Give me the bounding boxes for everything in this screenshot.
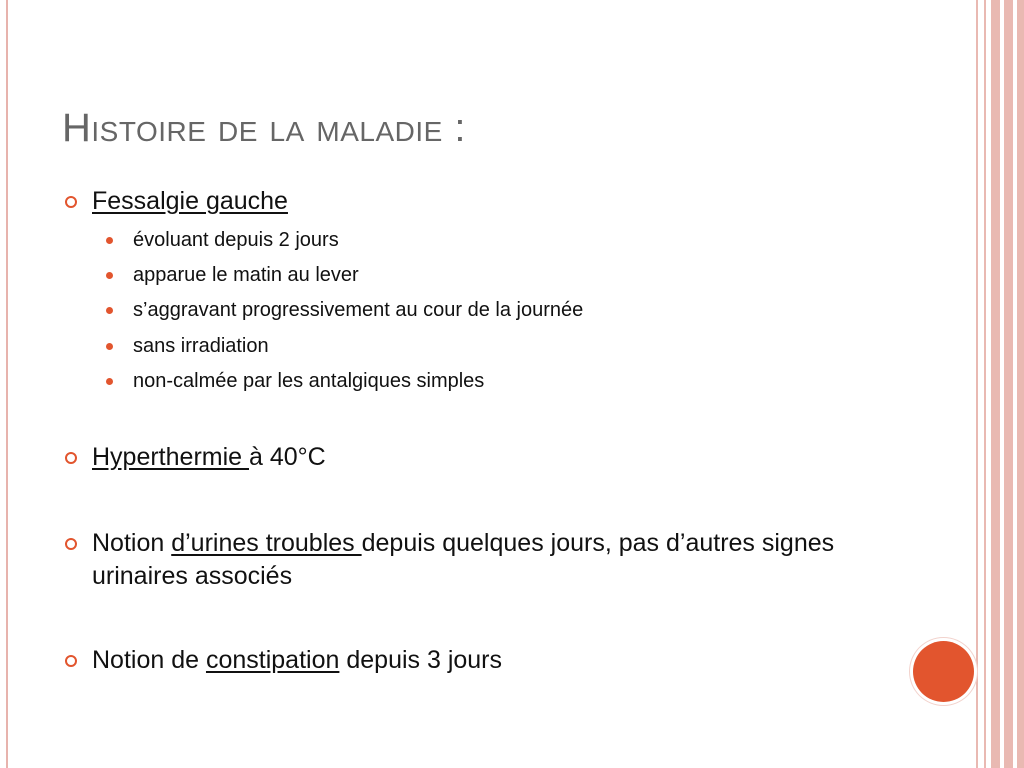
slide-title: Histoire de la maladie : (62, 106, 467, 150)
dot-bullet-icon (106, 343, 113, 350)
sub-bullet-text: évoluant depuis 2 jours (133, 229, 339, 251)
bullet-text: à 40°C (249, 443, 326, 471)
bullet-text: depuis quelques jours, pas d’autres signes urinaires associés (92, 529, 835, 590)
bullet-label: Fessalgie gauche (92, 187, 288, 215)
decorative-circle (913, 641, 974, 702)
right-stripe (976, 0, 978, 768)
sub-bullet-text: s’aggravant progressivement au cour de la journée (133, 299, 584, 321)
bullet-text: depuis 3 jours (339, 646, 503, 674)
right-stripe (991, 0, 1000, 768)
dot-bullet-icon (106, 272, 113, 279)
sub-bullet-text: sans irradiation (133, 335, 269, 357)
left-border-line (6, 0, 8, 768)
circle-bullet-icon (65, 655, 77, 667)
sub-bullet-text: non-calmée par les antalgiques simples (133, 370, 485, 392)
bullet-underlined: Hyperthermie (92, 443, 249, 471)
circle-bullet-icon (65, 196, 77, 208)
right-stripe (1004, 0, 1013, 768)
circle-bullet-icon (65, 538, 77, 550)
right-stripe (984, 0, 986, 768)
bullet-constipation (92, 644, 852, 677)
bullet-underlined: d’urines troubles (171, 529, 362, 557)
bullet-urines (92, 527, 852, 593)
sub-bullet-text: apparue le matin au lever (133, 264, 359, 286)
dot-bullet-icon (106, 237, 113, 244)
dot-bullet-icon (106, 307, 113, 314)
sub-bullet (133, 298, 583, 322)
bullet-hyperthermie (92, 441, 852, 474)
sub-bullet (133, 334, 269, 358)
sub-bullet (133, 369, 484, 393)
bullet-fessalgie (92, 185, 852, 218)
sub-bullet (133, 228, 339, 252)
circle-bullet-icon (65, 452, 77, 464)
right-stripe (1017, 0, 1024, 768)
bullet-prefix: Notion (92, 529, 172, 557)
sub-bullet (133, 263, 359, 287)
dot-bullet-icon (106, 378, 113, 385)
bullet-underlined: constipation (205, 646, 340, 674)
bullet-prefix: Notion de (92, 646, 206, 674)
